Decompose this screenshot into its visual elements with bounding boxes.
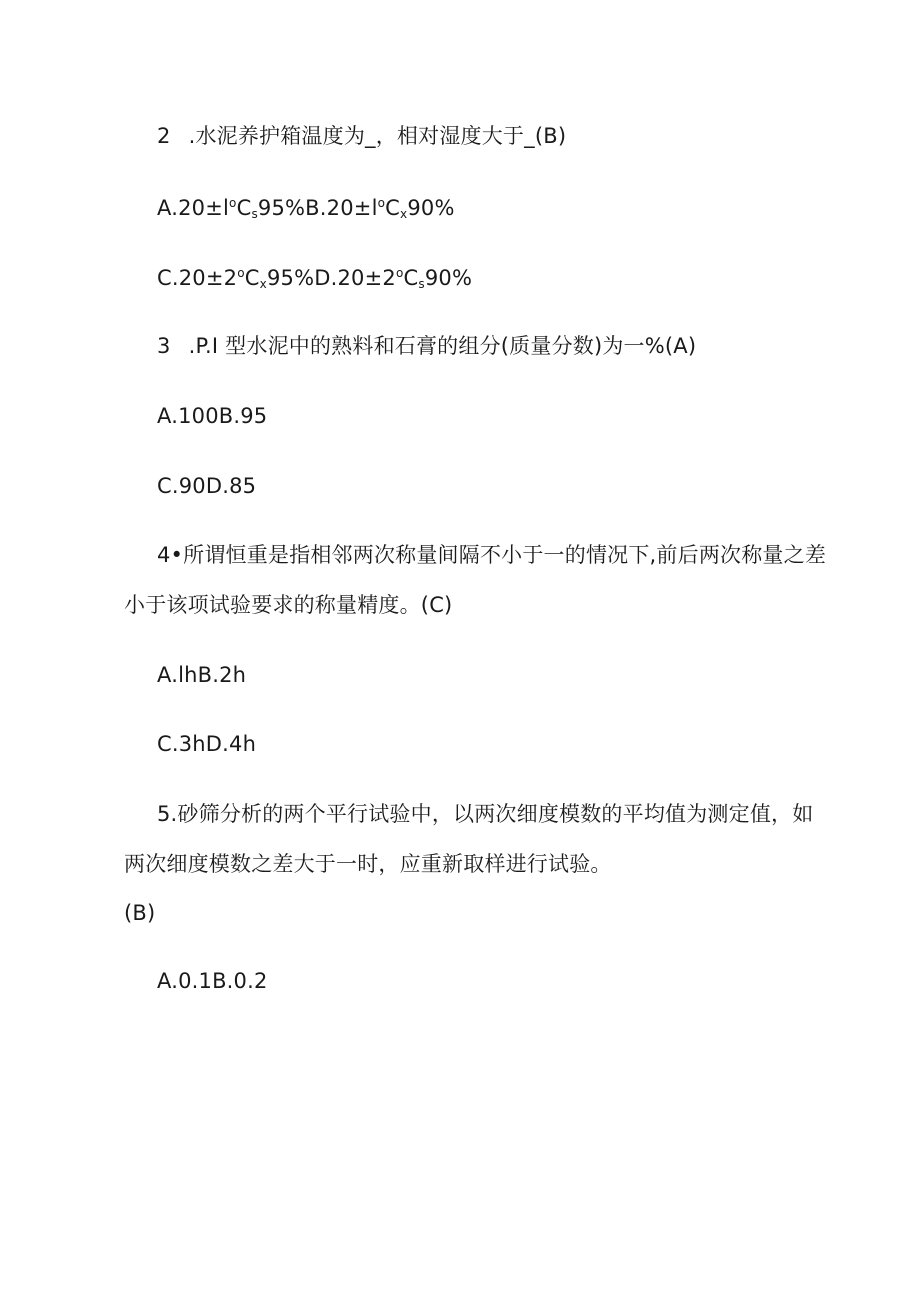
question-4-options-cd: C.3hD.4h: [157, 732, 257, 756]
option-text: C: [236, 196, 252, 220]
option-text: C: [403, 266, 419, 290]
subscript-mark: x: [259, 277, 267, 291]
question-2-options-cd: [157, 264, 472, 292]
option-text: 95%D.20±2: [266, 266, 396, 290]
question-3-options-cd: C.90D.85: [157, 474, 257, 498]
option-text: C.20±2: [157, 266, 238, 290]
option-text: 95%B.20±l: [257, 196, 378, 220]
question-2-text: .水泥养护箱温度为_，相对湿度大于_(B): [188, 124, 567, 148]
degree-mark: o: [229, 196, 237, 210]
subscript-mark: s: [251, 207, 258, 221]
option-text: 90%: [407, 196, 455, 220]
question-5-options-ab: A.0.1B.0.2: [157, 969, 268, 993]
degree-mark: o: [395, 266, 404, 280]
option-text: C: [385, 196, 401, 220]
question-4-options-ab: A.lhB.2h: [157, 663, 247, 687]
question-3-options-ab: A.100B.95: [157, 404, 268, 428]
question-2-number: 2: [157, 124, 171, 148]
question-5-stem-line-1: 5.砂筛分析的两个平行试验中，以两次细度模数的平均值为测定值，如: [157, 802, 814, 826]
subscript-mark: x: [400, 207, 408, 221]
option-text: 90%: [424, 266, 473, 290]
question-5-stem-line-2: 两次细度模数之差大于一时，应重新取样进行试验。: [124, 852, 612, 876]
question-4-stem-line-2: 小于该项试验要求的称量精度。(C): [124, 593, 453, 617]
subscript-mark: s: [418, 277, 425, 291]
question-2-options-ab: [157, 194, 455, 222]
question-3-text: .P.I 型水泥中的熟料和石膏的组分(质量分数)为一%(A): [188, 334, 697, 358]
option-text: A.20±l: [157, 196, 230, 220]
question-5-answer: (B): [124, 901, 156, 925]
degree-mark: o: [237, 266, 245, 280]
question-3-stem: [157, 332, 696, 360]
option-text: C: [244, 266, 260, 290]
question-3-number: 3: [157, 334, 171, 358]
question-2-stem: [157, 122, 566, 150]
question-4-stem-line-1: 4•所谓恒重是指相邻两次称量间隔不小于一的情况下,前后两次称量之差: [157, 543, 827, 567]
degree-mark: o: [377, 196, 386, 210]
